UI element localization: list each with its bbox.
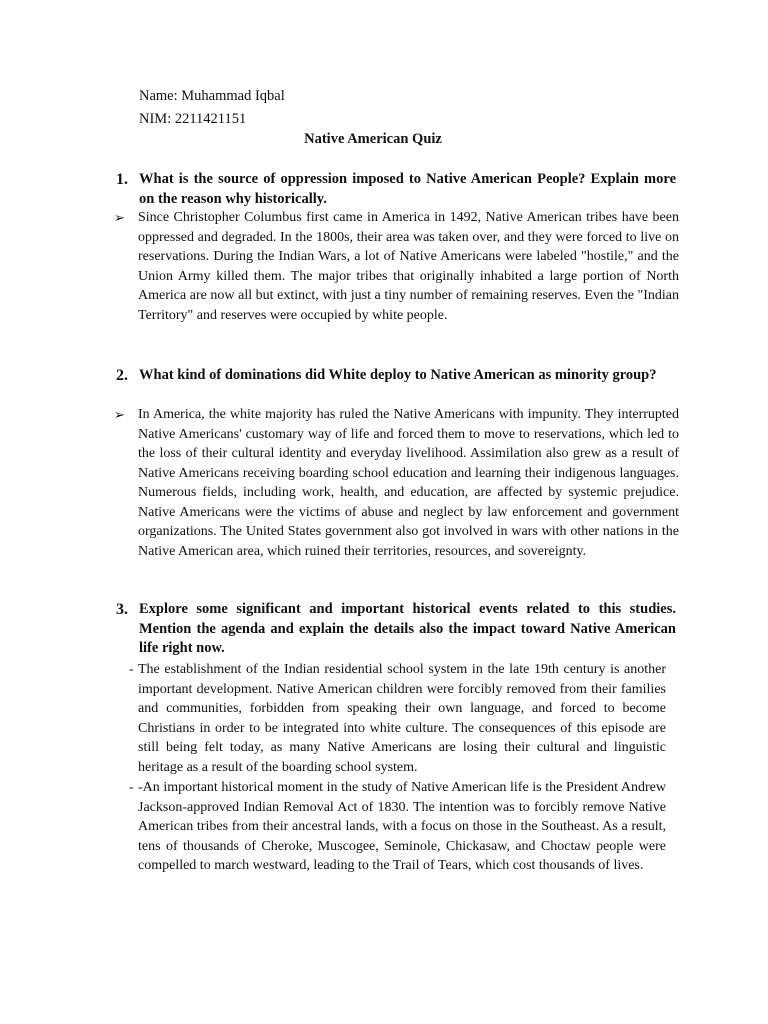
page-title: Native American Quiz [304, 131, 442, 147]
student-nim: NIM: 2211421151 [139, 111, 247, 127]
question-number: 1. [116, 171, 128, 188]
question-text: What kind of dominations did White deploy to Native American as minority group? [139, 367, 657, 383]
question-number: 2. [116, 367, 128, 384]
arrow-bullet-icon: ➢ [114, 407, 125, 422]
answer-paragraph: -An important historical moment in the study of Native American life is the President Andrew Jackson-approved Indian Removal Act of 1830. The intention was to forcibly remove Native American tribes from their ancestral lands, with a focus on those in the Southeast. As a result, tens of thousands of Cheroke, Muscogee, Seminole, Chickasaw, and Choctaw people were compelled to march westward, leading to the Trail of Tears, which cost thousands of lives. [138, 780, 666, 873]
answer-paragraph: The establishment of the Indian residential school system in the late 19th century is another important development. Native American children were forcibly removed from their families and communities, forbidden from speaking their own language, and forced to become Christians in order to be integrated into white culture. The consequences of this episode are still being felt today, as many Native Americans are losing their cultural and linguistic heritage as a result of the boarding school system. [138, 662, 666, 775]
dash-bullet: - [129, 662, 134, 677]
question-3 [116, 600, 676, 659]
answer-paragraph: In America, the white majority has ruled the Native Americans with impunity. They interrupted Native Americans' customary way of life and forced them to move to reservations, which led to the loss of their cultural identity and everyday livelihood. Assimilation also grew as a result of Native Americans receiving boarding school education and learning their indigenous languages. Numerous fields, including work, health, and education, are affected by systemic prejudice. Native Americans were the victims of abuse and neglect by law enforcement and government organizations. The United States government also got involved in wars with other nations in the Native American area, which ruined their territories, resources, and sovereignty. [138, 407, 679, 559]
answer-paragraph: Since Christopher Columbus first came in America in 1492, Native American tribes have been oppressed and degraded. In the 1800s, their area was taken over, and they were forced to live on reservations. During the Indian Wars, a lot of Native Americans were labeled "hostile," and the Union Army killed them. The major tribes that originally inhabited a large portion of North America are now all but extinct, with just a tiny number of remaining reserves. Even the "Indian Territory" and reserves were occupied by white people. [138, 210, 679, 323]
question-text: What is the source of oppression imposed to Native American People? Explain more on the reason why historically. [139, 171, 676, 207]
dash-bullet: - [129, 780, 134, 795]
question-2 [116, 366, 676, 386]
question-number: 3. [116, 601, 128, 618]
question-1 [116, 170, 676, 209]
question-text: Explore some significant and important historical events related to this studies. Mention the agenda and explain the details also the impact toward Native American life right now. [139, 601, 676, 656]
arrow-bullet-icon: ➢ [114, 210, 125, 225]
student-name: Name: Muhammad Iqbal [139, 88, 285, 104]
